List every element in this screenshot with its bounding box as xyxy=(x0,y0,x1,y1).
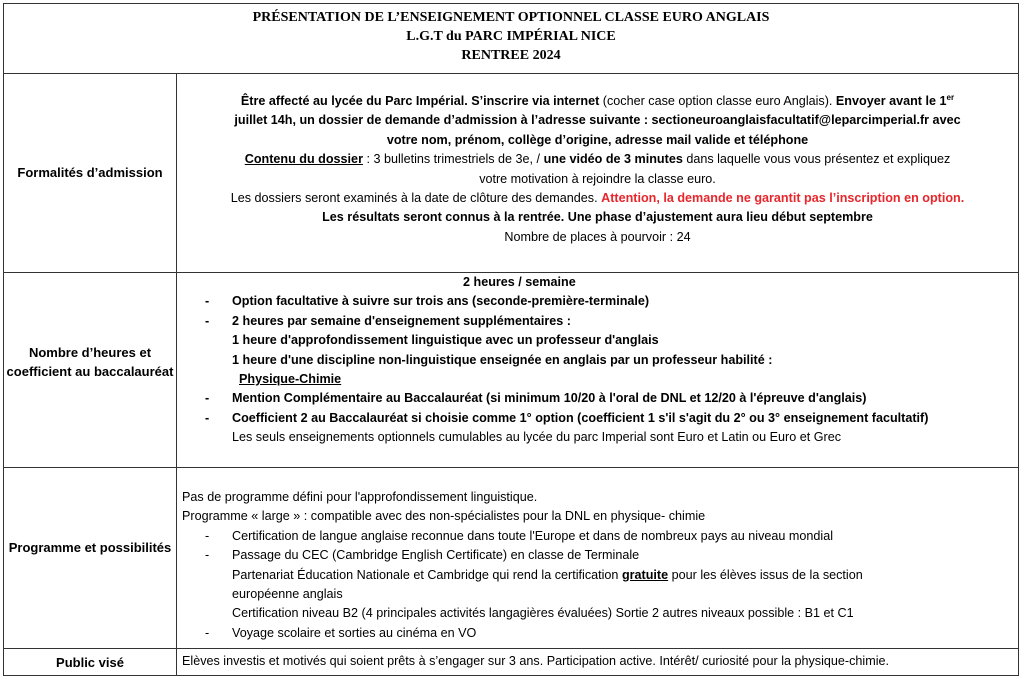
row-label-programme: Programme et possibilités xyxy=(8,540,172,555)
text-line: Les seuls enseignements optionnels cumulables au lycée du parc Imperial sont Euro et Latin ou Euro et Grec xyxy=(232,430,842,445)
title-line: RENTREE 2024 xyxy=(461,48,561,63)
text-line: Nombre de places à pourvoir : 24 xyxy=(504,229,691,244)
title-line: L.G.T du PARC IMPÉRIAL NICE xyxy=(406,29,616,44)
bullet-dash: - xyxy=(205,391,210,406)
bullet-dash: - xyxy=(205,313,210,328)
bullet-item: - Passage du CEC (Cambridge English Certificate) en classe de Terminale xyxy=(177,546,1018,565)
bullet-item: - Voyage scolaire et sorties au cinéma en VO xyxy=(177,624,1018,643)
bullet-dash: - xyxy=(205,410,210,425)
document-title xyxy=(4,8,1018,65)
text-line: Programme « large » : compatible avec des non-spécialistes pour la DNL en physique- chimie xyxy=(182,509,706,524)
bullet-dash: - xyxy=(205,548,210,563)
bullet-dash: - xyxy=(205,528,210,543)
bullet-item: - Option facultative à suivre sur trois ans (seconde-première-terminale) xyxy=(177,292,1018,311)
row-divider xyxy=(3,73,1019,74)
bullet-item: - Certification de langue anglaise reconnue dans toute l'Europe et dans de nombreux pays au niveau mondial xyxy=(177,527,1018,546)
text-line: Physique-Chimie xyxy=(239,372,342,387)
row-divider xyxy=(3,648,1019,649)
programme-content xyxy=(177,488,1018,643)
text-line: Certification niveau B2 (4 principales activités langagières évaluées) Sortie 2 autres niveaux possible : B1 et C1 xyxy=(232,606,854,621)
text-line: 2 heures / semaine xyxy=(463,275,576,289)
text-line: Les résultats seront connus à la rentrée. Une phase d’ajustement aura lieu début septembre xyxy=(322,210,873,225)
bullet-item: - 2 heures par semaine d'enseignement supplémentaires : xyxy=(177,312,1018,331)
text-line: votre motivation à rejoindre la classe euro. xyxy=(479,171,716,186)
bullet-item: - Mention Complémentaire au Baccalauréat (si minimum 10/20 à l'oral de DNL et 12/20 à l'épreuve d'anglais) xyxy=(177,389,1018,408)
public-content xyxy=(177,652,1018,671)
row-label-public: Public visé xyxy=(56,655,124,670)
text-line: Les dossiers seront examinés à la date de clôture des demandes. Attention, la demande ne garantit pas l’inscription en option. xyxy=(230,191,965,206)
text-line: européenne anglais xyxy=(232,587,343,602)
text-line: Pas de programme défini pour l'approfondissement linguistique. xyxy=(182,490,538,504)
bullet-dash: - xyxy=(205,625,210,640)
row-label-admission: Formalités d’admission xyxy=(17,165,163,180)
text-line: Partenariat Éducation Nationale et Cambridge qui rend la certification gratuite pour les élèves issus de la section xyxy=(232,567,863,582)
admission-content xyxy=(177,92,1018,247)
text-line: votre nom, prénom, collège d’origine, adresse mail valide et téléphone xyxy=(386,132,809,147)
text-line: 1 heure d'approfondissement linguistique avec un professeur d'anglais xyxy=(232,333,659,348)
text-line: Contenu du dossier : 3 bulletins trimestriels de 3e, / une vidéo de 3 minutes dans laquelle vous vous présentez et expliquez xyxy=(244,152,951,167)
bullet-dash: - xyxy=(205,294,210,309)
text-line: Elèves investis et motivés qui soient prêts à s’engager sur 3 ans. Participation active. Intérêt/ curiosité pour la physique-chimie. xyxy=(182,654,889,668)
text-line: 1 heure d'une discipline non-linguistique enseignée en anglais par un professeur habilité : xyxy=(232,352,773,367)
title-line: PRÉSENTATION DE L’ENSEIGNEMENT OPTIONNEL CLASSE EURO ANGLAIS xyxy=(252,10,770,25)
row-label-hours: Nombre d’heures et coefficient au baccalauréat xyxy=(6,345,174,379)
hours-content xyxy=(177,273,1018,448)
text-line: juillet 14h, un dossier de demande d’admission à l’adresse suivante : sectioneuroanglaisfacultatif@leparcimperial.fr avec xyxy=(234,113,961,128)
row-divider xyxy=(3,467,1019,468)
bullet-item: - Coefficient 2 au Baccalauréat si choisie comme 1° option (coefficient 1 s'il s'agit du 2° ou 3° enseignement facultatif) xyxy=(177,409,1018,428)
text-line: Être affecté au lycée du Parc Impérial. S’inscrire via internet (cocher case option classe euro Anglais). Envoyer avant le 1er xyxy=(240,92,955,108)
